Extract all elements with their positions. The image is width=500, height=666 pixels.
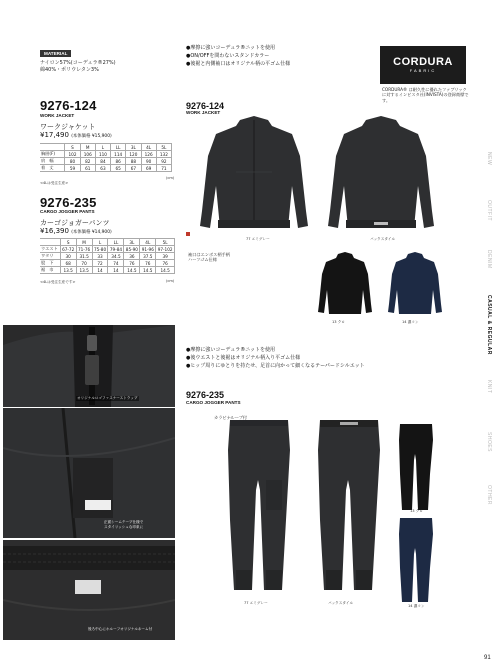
- side-tab-denim[interactable]: DENIM: [486, 250, 500, 290]
- size-cell: 63: [95, 165, 110, 172]
- size-row-label: ウエスト: [40, 246, 60, 253]
- pants-display-code: 9276-235: [186, 390, 225, 400]
- size-cell: 68: [60, 260, 76, 267]
- size-header-cell: S: [60, 239, 76, 246]
- size-cell: 76: [156, 260, 175, 267]
- jacket-back-caption: バックスタイル: [370, 237, 396, 241]
- pants-price: ¥16,390 (本体価格 ¥14,900): [40, 227, 112, 235]
- size-header-row: [40, 144, 172, 151]
- pants-code: 9276-235: [40, 195, 97, 210]
- jacket-display-code: 9276-124: [186, 101, 225, 111]
- size-cell: 72: [92, 260, 108, 267]
- jacket-front-image: [196, 116, 312, 236]
- size-cell: 14.5: [140, 267, 156, 274]
- detail-photo-chest: [3, 408, 175, 538]
- size-cell: 14: [108, 267, 124, 274]
- pants-back-image: [316, 420, 382, 595]
- pants-front-caption: 77 エミグレー: [244, 601, 268, 605]
- size-cell: 102: [65, 151, 80, 158]
- jacket-price: ¥17,490 (本体価格 ¥15,900): [40, 131, 112, 139]
- size-header-cell: 3L: [124, 239, 140, 246]
- size-cell: 71-76: [78, 246, 91, 252]
- size-header-cell: 4L: [140, 239, 156, 246]
- size-header-cell: S: [65, 144, 80, 151]
- size-cell: 114: [111, 151, 126, 158]
- size-cell: 14: [92, 267, 108, 274]
- jacket-navy-caption: 14 濃コン: [402, 320, 419, 324]
- size-cell: 80: [65, 158, 80, 165]
- pants-navy-image: [398, 518, 434, 604]
- pants-size-table: [40, 238, 175, 274]
- cuff-note: 袖口はエンボス柄手柄 ハーフゴム仕様: [188, 252, 230, 263]
- pants-black-image: [398, 424, 434, 512]
- size-header-cell: M: [76, 239, 92, 246]
- size-row: [40, 246, 175, 253]
- size-cell: 106: [80, 151, 95, 158]
- size-header-cell: 5L: [156, 144, 171, 151]
- side-tab-new[interactable]: NEW: [486, 152, 500, 192]
- jacket-note: <4Lは受注生産>: [40, 181, 69, 185]
- jacket-size-table: [40, 143, 172, 172]
- size-cell: 132: [156, 151, 171, 158]
- size-row: [40, 158, 172, 165]
- size-cell: 34.5: [108, 253, 124, 260]
- size-cell: 76: [140, 260, 156, 267]
- size-cell: 67: [126, 165, 141, 172]
- material-line-2: 綿40%・ポリウレタン3%: [40, 67, 99, 73]
- size-row-label: 股 下: [40, 260, 60, 267]
- size-cell: 91-96: [141, 246, 154, 252]
- size-cell: 14.5: [156, 267, 175, 274]
- jacket-code: 9276-124: [40, 98, 97, 113]
- page-number: 91: [484, 655, 491, 661]
- size-header-cell: M: [80, 144, 95, 151]
- pants-jp-name: カーゴジョガーパンツ: [40, 219, 110, 227]
- size-cell: 67-72: [62, 246, 75, 252]
- jacket-jp-name: ワークジャケット: [40, 123, 96, 131]
- cuff-marker-icon: [186, 232, 190, 236]
- jacket-unit: (cm): [166, 176, 175, 180]
- size-header-cell: LL: [111, 144, 126, 151]
- size-cell: 126: [141, 151, 156, 158]
- detail-caption-2: 正面シームテープ仕様で スタイリッシュな印象に: [104, 520, 144, 529]
- pants-back-caption: バックスタイル: [328, 601, 354, 605]
- size-cell: 97-102: [157, 246, 173, 252]
- material-tag: MATERIAL: [40, 50, 71, 57]
- cordura-desc: CORDURA® は耐久性に優れたファブリックに対するインビスタ社(INVISTA)の登録商標です。: [382, 87, 469, 103]
- size-cell: 79-84: [109, 246, 123, 252]
- jacket-en-name: WORK JACKET: [40, 113, 75, 118]
- size-cell: 13.5: [60, 267, 76, 274]
- size-cell: 85-90: [125, 246, 138, 252]
- detail-photo-waist: [3, 540, 175, 640]
- size-header-cell: 5L: [156, 239, 175, 246]
- jacket-front-caption: 77 エミグレー: [246, 237, 270, 241]
- size-cell: 90: [141, 158, 156, 165]
- side-tab-knit[interactable]: KNIT: [486, 380, 500, 420]
- jacket-black-image: [316, 252, 374, 318]
- side-tab-shoes[interactable]: SHOES: [486, 432, 500, 472]
- size-header-cell: L: [95, 144, 110, 151]
- size-header-cell: LL: [108, 239, 124, 246]
- size-cell: 33: [92, 253, 108, 260]
- size-row: [40, 260, 175, 267]
- size-cell: 36: [124, 253, 140, 260]
- size-cell: 59: [65, 165, 80, 172]
- size-cell: 69: [141, 165, 156, 172]
- size-row: [40, 253, 175, 260]
- size-cell: 65: [111, 165, 126, 172]
- size-header-cell: [40, 144, 65, 151]
- jacket-features: ●摩擦に強いコーデュラ®ニットを使用 ●ON/OFFを問わないスタンドカラー ●後裾と内側袖口はオリジナル柄の平ゴム仕様: [186, 45, 291, 67]
- size-cell: 61: [80, 165, 95, 172]
- size-row-label: ワタリ: [40, 253, 60, 260]
- jacket-back-image: [326, 116, 436, 236]
- detail-caption-3: 後ろ中心にホルーフオリジナルネーム付: [88, 627, 153, 631]
- size-cell: 74: [108, 260, 124, 267]
- side-tab-casual-regular[interactable]: CASUAL & REGULAR: [486, 295, 500, 367]
- pants-en-name: CARGO JOGGER PANTS: [40, 209, 95, 214]
- size-cell: 14.5: [124, 267, 140, 274]
- size-row: [40, 165, 172, 172]
- side-tab-other[interactable]: OTHER: [486, 485, 500, 525]
- pants-note: <4Lは受注生産です>: [40, 280, 76, 284]
- pants-unit: (cm): [166, 279, 175, 283]
- size-cell: 39: [156, 253, 175, 260]
- size-header-row: [40, 239, 175, 246]
- size-cell: 30: [60, 253, 76, 260]
- material-line-1: ナイロン57%(コーデュラ®27%): [40, 60, 116, 66]
- jacket-display-en: WORK JACKET: [186, 110, 221, 115]
- detail-photo-collar: [3, 325, 175, 407]
- size-cell: 37.5: [140, 253, 156, 260]
- pants-display-en: CARGO JOGGER PANTS: [186, 400, 241, 405]
- size-row: [40, 267, 175, 274]
- jacket-black-caption: 13 クロ: [332, 320, 345, 324]
- size-cell: 92: [156, 158, 171, 165]
- cordura-logo: CORDURA FABRIC: [380, 46, 466, 84]
- pants-black-caption: 13 クロ: [410, 509, 423, 513]
- size-row: [40, 151, 172, 158]
- size-cell: 86: [111, 158, 126, 165]
- detail-caption-1: オリジナルロゴファスナーストラップ: [77, 396, 138, 400]
- jacket-navy-image: [386, 252, 444, 318]
- side-tab-outfit[interactable]: OUTFIT: [486, 200, 500, 240]
- size-header-cell: [40, 239, 60, 246]
- size-cell: 70: [76, 260, 92, 267]
- size-row-label: 裾 巾: [40, 267, 60, 274]
- loop-note: カラビナループ付: [214, 415, 248, 420]
- size-row-label: 胸囲(F): [40, 151, 65, 158]
- size-cell: 88: [126, 158, 141, 165]
- size-cell: 84: [95, 158, 110, 165]
- pants-features: ●摩擦に強いコーデュラ®ニットを使用 ●後ウエストと後裾はオリジナル柄入り平ゴム仕様 ●ヒップ周りにゆとりを持たせ、足首に向かって細くなるテーパードシルエット: [186, 347, 365, 369]
- pants-navy-caption: 14 濃コン: [408, 604, 425, 608]
- size-cell: 13.5: [76, 267, 92, 274]
- size-cell: 82: [80, 158, 95, 165]
- pants-front-image: [226, 420, 292, 595]
- size-cell: 31.5: [76, 253, 92, 260]
- size-cell: 110: [95, 151, 110, 158]
- size-cell: 71: [156, 165, 171, 172]
- size-cell: 120: [126, 151, 141, 158]
- size-header-cell: L: [92, 239, 108, 246]
- size-header-cell: 4L: [141, 144, 156, 151]
- size-header-cell: 3L: [126, 144, 141, 151]
- size-cell: 75-80: [93, 246, 107, 252]
- size-row-label: 着 丈: [40, 165, 65, 172]
- size-cell: 76: [124, 260, 140, 267]
- size-row-label: 肩 幅: [40, 158, 65, 165]
